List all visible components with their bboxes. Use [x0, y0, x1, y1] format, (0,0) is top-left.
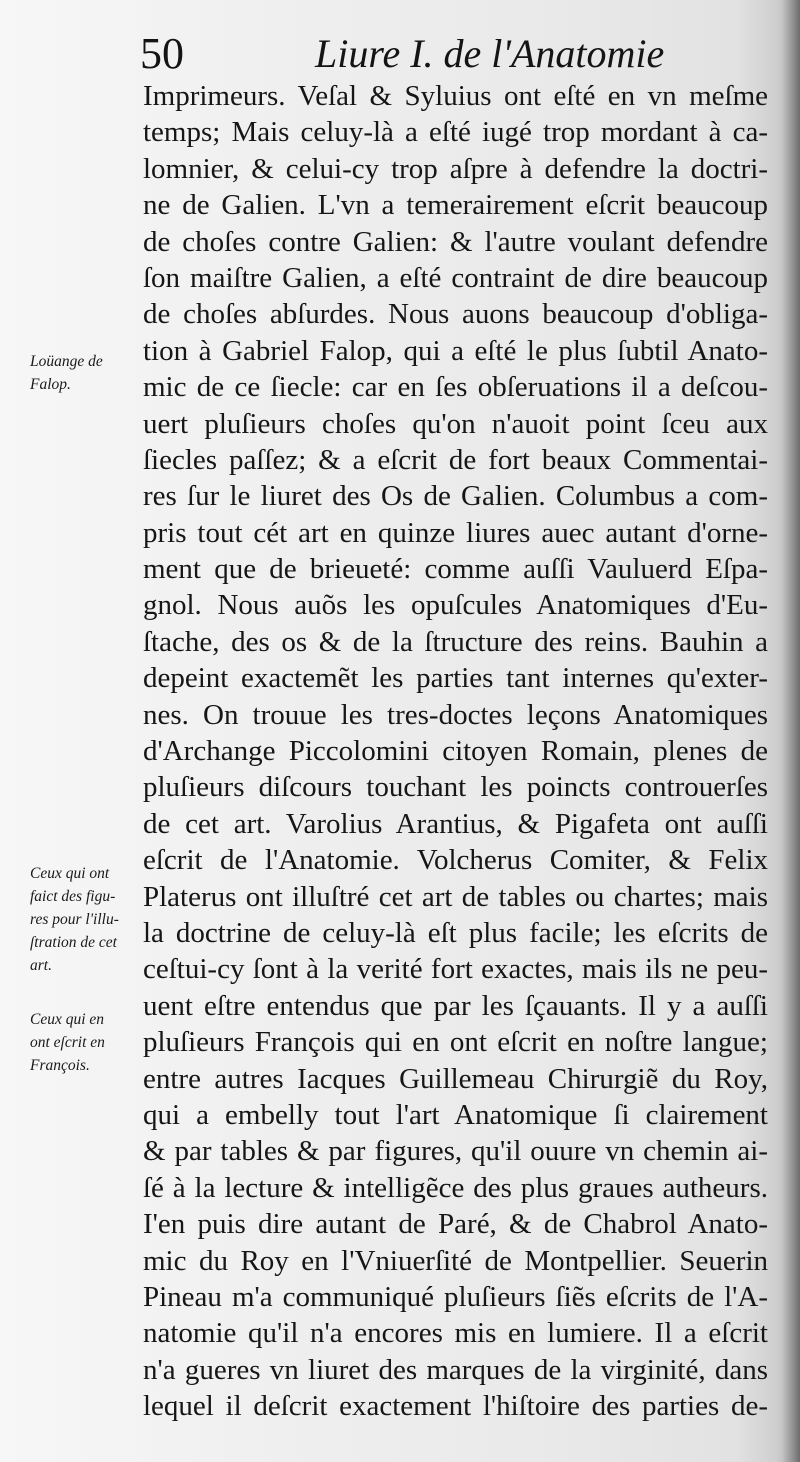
text-line: mic du Roy en l'Vniuerſité de Montpellier. Seuerin — [143, 1244, 768, 1277]
margin-note-line: Ceux qui ont — [30, 865, 110, 882]
text-line: res ſur le liuret des Os de Galien. Columbus a com- — [143, 480, 768, 513]
margin-note-line: faict des figu- — [30, 888, 116, 905]
text-line: I'en puis dire autant de Paré, & de Chabrol Anato- — [143, 1208, 768, 1241]
text-line: qui a embelly tout l'art Anatomique ſi clairement — [143, 1098, 768, 1131]
margin-note-falop — [30, 350, 142, 396]
text-line: depeint exactemẽt les parties tant internes qu'exter- — [143, 662, 768, 695]
text-line: lequel il deſcrit exactement l'hiſtoire des parties de- — [143, 1390, 768, 1423]
margin-note-figures — [30, 862, 142, 977]
margin-note-line: res pour l'illu- — [30, 911, 119, 928]
text-line: d'Archange Piccolomini citoyen Romain, plenes de — [143, 735, 768, 768]
margin-note-french-writers — [30, 1008, 142, 1077]
text-line: ne de Galien. L'vn a temerairement eſcrit beaucoup — [143, 189, 768, 222]
page-edge-shadow — [782, 0, 800, 1462]
text-line: lomnier, & celui-cy trop aſpre à defendre la doctri- — [143, 152, 768, 185]
margin-note-line: ont eſcrit en — [30, 1034, 105, 1051]
text-line: entre autres Iacques Guillemeau Chirurgiẽ du Roy, — [143, 1062, 768, 1095]
margin-note-line: François. — [30, 1057, 90, 1074]
margin-note-line: Falop. — [30, 376, 71, 393]
text-line: pluſieurs diſcours touchant les poincts controuerſes — [143, 771, 768, 804]
text-line: ſiecles paſſez; & a eſcrit de fort beaux Commentai- — [143, 443, 768, 476]
text-line: temps; Mais celuy-là a eſté iugé trop mordant à ca- — [143, 116, 768, 149]
text-line: natomie qu'il n'a encores mis en lumiere. Il a eſcrit — [143, 1317, 768, 1350]
margin-note-line: ſtration de cet — [30, 934, 117, 951]
text-line: de choſes contre Galien: & l'autre voulant defendre — [143, 225, 768, 258]
text-line: ceſtui-cy ſont à la verité fort exactes, mais ils ne peu- — [143, 953, 768, 986]
text-line: Imprimeurs. Veſal & Syluius ont eſté en vn meſme — [143, 80, 768, 112]
margin-note-line: Loüange de — [30, 353, 103, 370]
text-line: pris tout cét art en quinze liures auec autant d'orne- — [143, 516, 768, 549]
text-line: pluſieurs François qui en ont eſcrit en noſtre langue; — [143, 1026, 768, 1059]
text-line: uent eſtre entendus que par les ſçauants. Il y a auſſi — [143, 989, 768, 1022]
page-number: 50 — [140, 29, 184, 78]
text-line: Platerus ont illuſtré cet art de tables ou chartes; mais — [143, 880, 768, 913]
text-line: ſtache, des os & de la ſtructure des reins. Bauhin a — [143, 625, 768, 658]
text-line: ſé à la lecture & intelligẽce des plus graues autheurs. — [143, 1171, 768, 1204]
page-header — [140, 18, 665, 78]
text-line: ment que de brieueté: comme auſſi Vauluerd Eſpa- — [143, 553, 768, 586]
text-line: ſon maiſtre Galien, a eſté contraint de dire beaucoup — [143, 261, 768, 294]
text-line: eſcrit de l'Anatomie. Volcherus Comiter, & Felix — [143, 844, 768, 877]
text-line: nes. On trouue les tres-doctes leçons Anatomiques — [143, 698, 768, 731]
running-title: Liure I. de l'Anatomie — [315, 31, 665, 76]
text-line: & par tables & par figures, qu'il ouure vn chemin ai- — [143, 1135, 768, 1168]
text-line: uert pluſieurs choſes qu'on n'auoit point ſceu aux — [143, 407, 768, 440]
body-text — [143, 78, 768, 1424]
margin-note-line: art. — [30, 957, 52, 974]
text-line: tion à Gabriel Falop, qui a eſté le plus ſubtil Anato- — [143, 334, 768, 367]
margin-note-line: Ceux qui en — [30, 1011, 105, 1028]
text-line: Pineau m'a communiqué pluſieurs ſiẽs eſcrits de l'A- — [143, 1280, 768, 1313]
text-line: de cet art. Varolius Arantius, & Pigafeta ont auſſi — [143, 807, 768, 840]
text-line: n'a gueres vn liuret des marques de la virginité, dans — [143, 1353, 768, 1386]
text-line: gnol. Nous auõs les opuſcules Anatomiques d'Eu- — [143, 589, 768, 622]
text-line: de choſes abſurdes. Nous auons beaucoup d'obliga- — [143, 298, 768, 331]
text-line: mic de ce ſiecle: car en ſes obſeruations il a deſcou- — [143, 371, 768, 404]
text-line: la doctrine de celuy-là eſt plus facile; les eſcrits de — [143, 916, 768, 949]
